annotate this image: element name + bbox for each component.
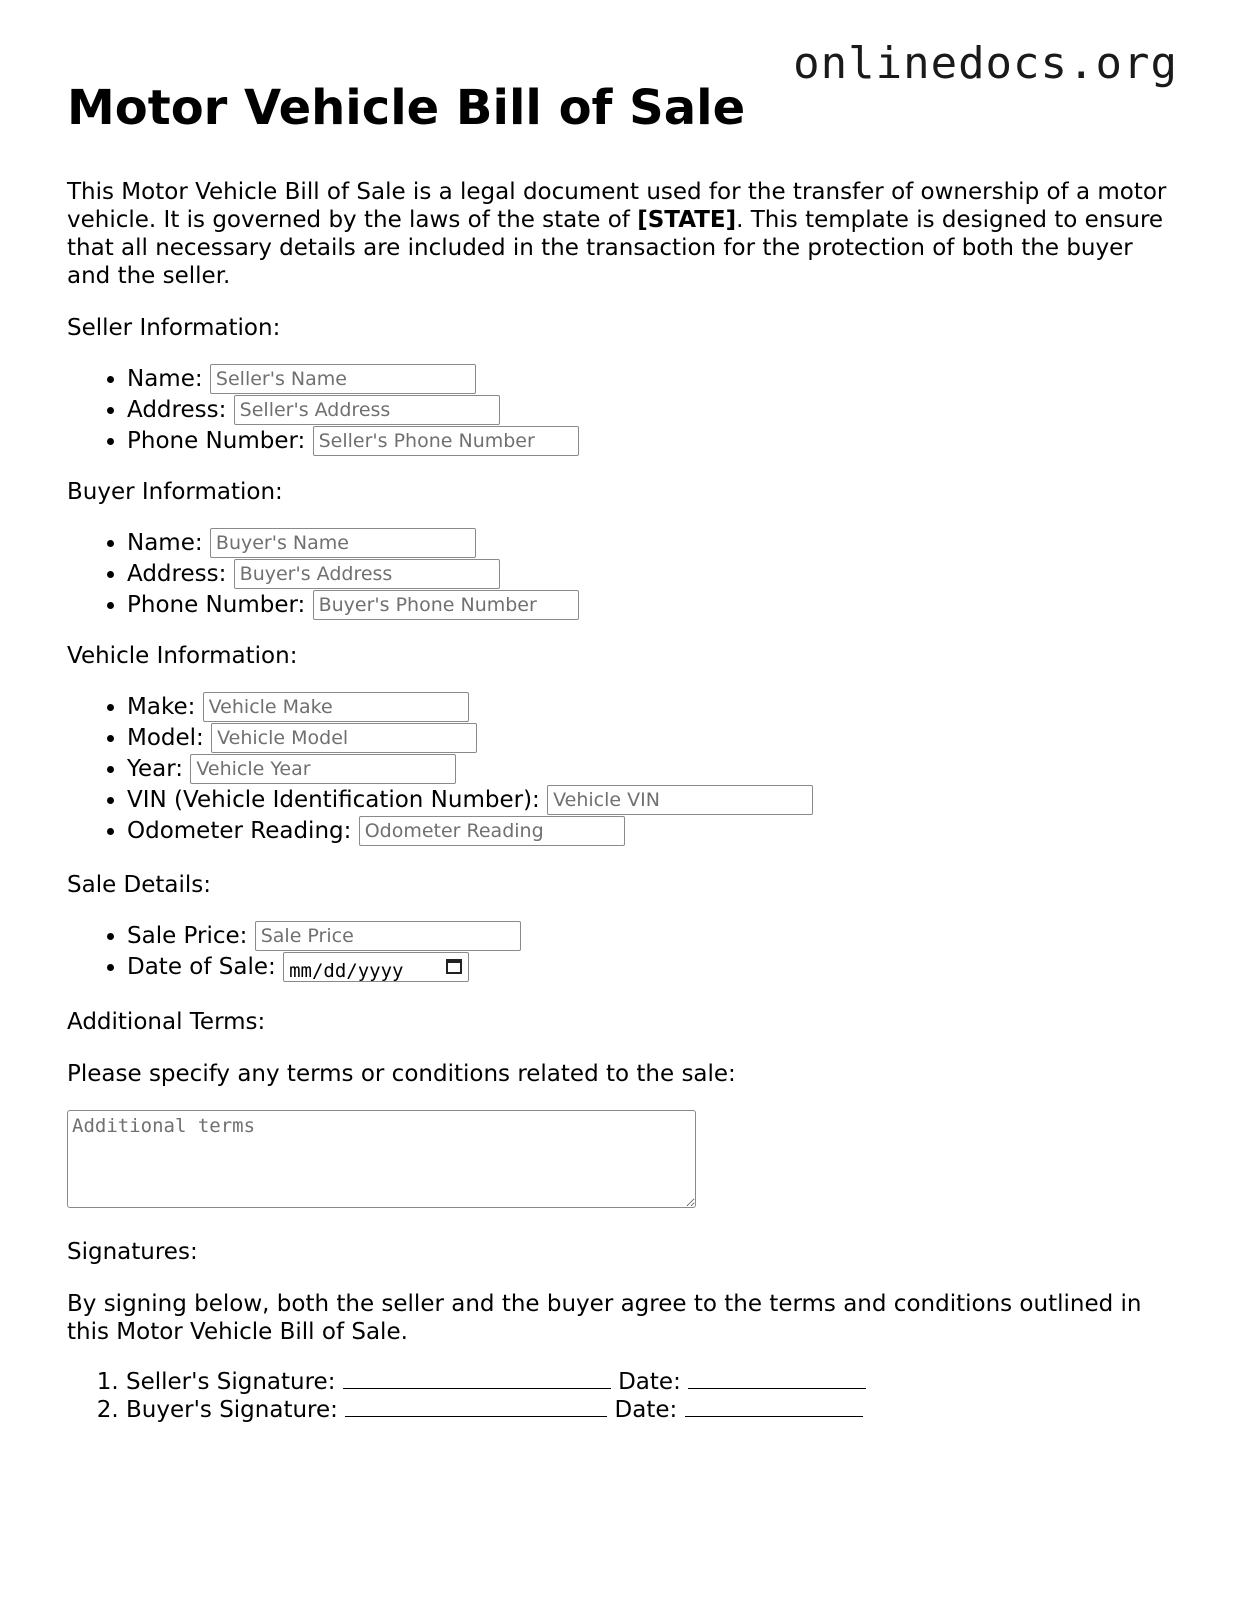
sale-heading: Sale Details: xyxy=(67,871,212,898)
watermark: onlinedocs.org xyxy=(793,38,1178,89)
list-item xyxy=(127,816,1177,847)
date-placeholder: mm/dd/yyyy xyxy=(289,960,404,983)
buyer-signature-label: Buyer's Signature: xyxy=(126,1396,338,1423)
list-item xyxy=(127,921,1177,952)
seller-list xyxy=(67,364,1177,457)
buyer-phone-label: Phone Number: xyxy=(127,591,306,618)
terms-heading: Additional Terms: xyxy=(67,1008,266,1035)
intro-text-end: . This template is designed to ensure that all necessary details are included in the transaction for the protection of both the buyer and the seller. xyxy=(67,206,1164,289)
vehicle-vin-input[interactable] xyxy=(547,785,813,815)
seller-address-input[interactable] xyxy=(234,395,500,425)
vehicle-make-input[interactable] xyxy=(203,692,469,722)
seller-address-label: Address: xyxy=(127,396,227,423)
vehicle-year-label: Year: xyxy=(127,755,184,782)
seller-heading: Seller Information: xyxy=(67,314,281,341)
sale-price-label: Sale Price: xyxy=(127,922,248,949)
vehicle-heading: Vehicle Information: xyxy=(67,642,298,669)
seller-date-label: Date: xyxy=(618,1368,681,1395)
list-item xyxy=(127,692,1177,723)
buyer-heading: Buyer Information: xyxy=(67,478,283,505)
vehicle-model-input[interactable] xyxy=(211,723,477,753)
buyer-signature-line[interactable] xyxy=(345,1396,607,1417)
list-item xyxy=(126,1396,1177,1424)
list-item xyxy=(127,395,1177,426)
list-item xyxy=(127,785,1177,816)
list-item xyxy=(127,590,1177,621)
buyer-phone-input[interactable] xyxy=(313,590,579,620)
seller-signature-label: Seller's Signature: xyxy=(126,1368,336,1395)
document xyxy=(67,80,1177,1424)
sale-date-label: Date of Sale: xyxy=(127,953,276,980)
sale-price-input[interactable] xyxy=(255,921,521,951)
vehicle-make-label: Make: xyxy=(127,693,196,720)
buyer-date-line[interactable] xyxy=(685,1396,863,1417)
list-item xyxy=(127,952,1177,983)
buyer-address-label: Address: xyxy=(127,560,227,587)
seller-signature-line[interactable] xyxy=(343,1368,611,1389)
vehicle-odometer-label: Odometer Reading: xyxy=(127,817,352,844)
seller-phone-input[interactable] xyxy=(313,426,579,456)
state-placeholder: [STATE] xyxy=(637,206,737,233)
list-item xyxy=(127,364,1177,395)
list-item xyxy=(127,723,1177,754)
signature-list xyxy=(67,1368,1177,1424)
list-item xyxy=(127,528,1177,559)
vehicle-odometer-input[interactable] xyxy=(359,816,625,846)
signatures-heading: Signatures: xyxy=(67,1238,198,1265)
vehicle-year-input[interactable] xyxy=(190,754,456,784)
vehicle-list xyxy=(67,692,1177,847)
calendar-icon[interactable] xyxy=(446,959,462,974)
buyer-name-label: Name: xyxy=(127,529,203,556)
buyer-list xyxy=(67,528,1177,621)
list-item xyxy=(126,1368,1177,1396)
sale-list xyxy=(67,921,1177,983)
vehicle-model-label: Model: xyxy=(127,724,204,751)
vehicle-vin-label: VIN (Vehicle Identification Number): xyxy=(127,786,540,813)
list-item xyxy=(127,754,1177,785)
terms-prompt: Please specify any terms or conditions related to the sale: xyxy=(67,1060,736,1087)
page-title: Motor Vehicle Bill of Sale xyxy=(67,80,746,136)
list-item xyxy=(127,426,1177,457)
list-item xyxy=(127,559,1177,590)
seller-date-line[interactable] xyxy=(688,1368,866,1389)
additional-terms-textarea[interactable] xyxy=(67,1110,696,1208)
buyer-date-label: Date: xyxy=(614,1396,678,1423)
seller-name-input[interactable] xyxy=(210,364,476,394)
buyer-address-input[interactable] xyxy=(234,559,500,589)
buyer-name-input[interactable] xyxy=(210,528,476,558)
seller-phone-label: Phone Number: xyxy=(127,427,306,454)
intro-paragraph xyxy=(67,178,1177,290)
intro-text-start: This Motor Vehicle Bill of Sale is a legal document used for the transfer of ownership of a motor vehicle. It is governed by the laws of the state of xyxy=(67,178,1167,233)
signatures-statement: By signing below, both the seller and the buyer agree to the terms and conditions outlined in this Motor Vehicle Bill of Sale. xyxy=(67,1290,1142,1345)
sale-date-input[interactable] xyxy=(283,952,469,982)
seller-name-label: Name: xyxy=(127,365,203,392)
